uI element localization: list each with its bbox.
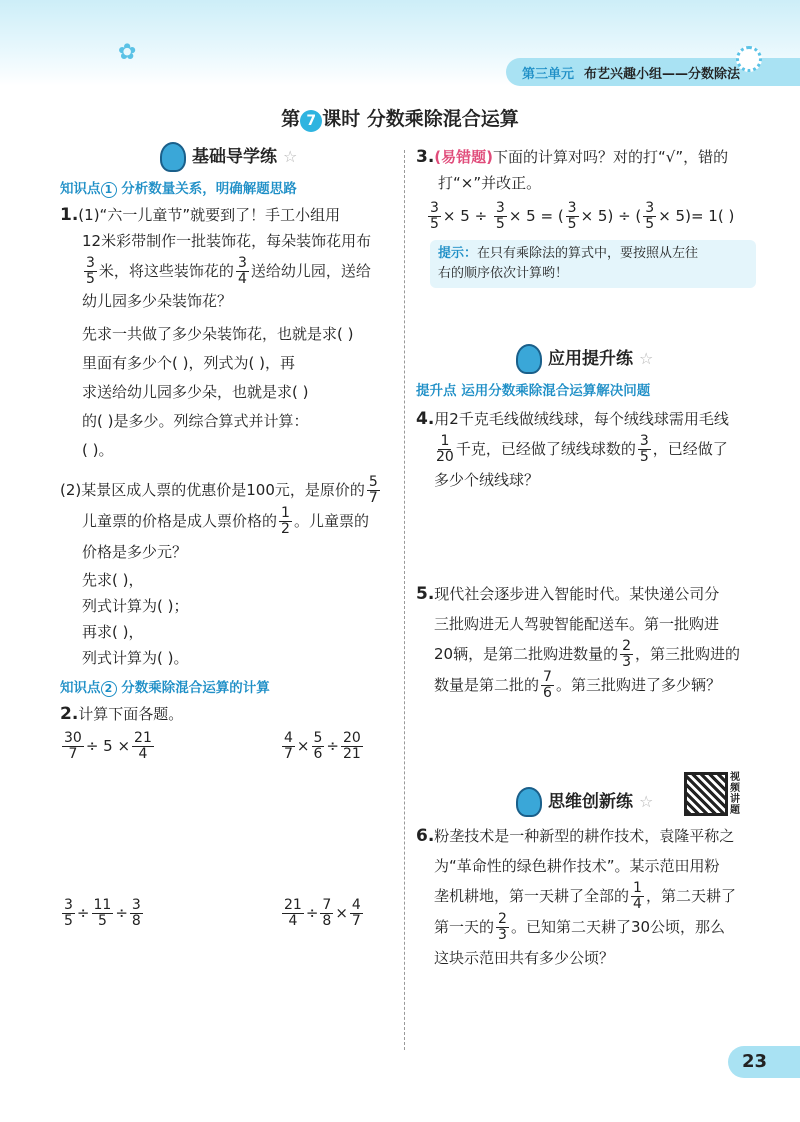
- header-band: [0, 0, 800, 86]
- kp-text: 运用分数乘除混合运算解决问题: [461, 383, 651, 399]
- column-divider: [404, 150, 405, 1050]
- q-text: 。已知第二天耕了30公顷，那么: [510, 918, 726, 936]
- mascot-icon: [516, 787, 542, 817]
- question-number: 4.: [416, 409, 435, 429]
- star-icon: ☆: [283, 147, 298, 166]
- page-title: [0, 104, 800, 132]
- fill-blank-line[interactable]: 先求一共做了多少朵装饰花，也就是求( ): [82, 325, 354, 343]
- star-icon: ☆: [639, 792, 654, 811]
- q-text: 价格是多少元？: [82, 543, 188, 561]
- improvement-point: [416, 378, 756, 404]
- mascot-icon: [160, 142, 186, 172]
- q-text: 。儿童票的: [293, 512, 369, 530]
- fill-blank-line[interactable]: 的( )是多少。列综合算式并计算：: [82, 412, 309, 430]
- q-text: 数量是第二批的: [434, 676, 540, 694]
- q-text: 粉垄技术是一种新型的耕作技术，袁隆平称之: [434, 827, 735, 845]
- sun-icon: [736, 46, 762, 72]
- unit-topic: 布艺兴趣小组——分数除法: [583, 66, 740, 82]
- section-title: 思维创新练: [548, 792, 633, 812]
- kp-text: 分数乘除混合运算的计算: [121, 680, 270, 696]
- fill-blank-line[interactable]: 列式计算为( )；: [82, 597, 189, 615]
- fraction: $\frac{1}{2}$: [281, 505, 290, 537]
- expression-4[interactable]: $\frac{21}{4}$ ÷ $\frac{7}{8}$ × $\frac{4}{7}$: [284, 897, 361, 929]
- right-column: [416, 144, 756, 973]
- expression-1[interactable]: $\frac{30}{7}$ ÷ 5 × $\frac{21}{4}$: [64, 730, 152, 762]
- fill-blank-line[interactable]: 再求( )，: [82, 623, 144, 641]
- q-text: (1)“六一儿童节”就要到了！手工小组用: [78, 206, 341, 224]
- qr-code-icon[interactable]: [684, 772, 728, 816]
- q-text: 千克，已经做了绒线球数的: [455, 440, 636, 458]
- q-text: 现代社会逐步进入智能时代。某快递公司分: [434, 585, 720, 603]
- qr-label: 视频讲题: [730, 772, 740, 816]
- question-3: [416, 144, 756, 288]
- q-text: 12米彩带制作一批装饰花，每朵装饰花用布: [82, 232, 372, 250]
- expression-row: [60, 898, 396, 929]
- q-text: 这块示范田共有多少公顷？: [434, 949, 615, 967]
- section-title: 应用提升练: [548, 349, 633, 369]
- question-number: 3.: [416, 147, 435, 167]
- fraction: $\frac{3}{5}$: [86, 255, 95, 287]
- fill-blank-line[interactable]: 里面有多少个( )，列式为( )，再: [82, 354, 295, 372]
- q-text: 计算下面各题。: [78, 705, 184, 723]
- q-text: 下面的计算对吗？对的打“√”，错的: [493, 148, 729, 166]
- hint-text: 在只有乘除法的算式中，要按照从左往: [477, 246, 699, 261]
- q-text: ，第三批购进的: [635, 645, 741, 663]
- error-prone-tag: (易错题): [434, 148, 494, 166]
- section-apply: [516, 344, 756, 374]
- expression-3[interactable]: $\frac{3}{5}$ ÷ $\frac{11}{5}$ ÷ $\frac{3}{8}$: [64, 897, 141, 929]
- question-1: [60, 202, 396, 465]
- fraction: $\frac{3}{4}$: [237, 255, 247, 287]
- question-number: 1.: [60, 205, 79, 225]
- hint-label: 提示：: [438, 246, 478, 261]
- q-text: ，第二天耕了: [645, 887, 736, 905]
- title-text: 课时 分数乘除混合运算: [322, 108, 519, 130]
- q-text: 第一天的: [434, 918, 495, 936]
- hint-box: [430, 240, 756, 288]
- kp-label: 提升点: [416, 383, 457, 399]
- fill-blank-line[interactable]: 列式计算为( )。: [82, 649, 189, 667]
- q-text: 垄机耕地，第一天耕了全部的: [434, 887, 630, 905]
- q-text: 用2千克毛线做绒线球，每个绒线球需用毛线: [434, 410, 729, 428]
- page-number: 23: [728, 1046, 800, 1078]
- q-text: 送给幼儿园，送给: [250, 262, 371, 280]
- fill-blank-line[interactable]: ( )。: [82, 441, 114, 459]
- question-6: 6.粉垄技术是一种新型的耕作技术，袁隆平称之 为“革命性的绿色耕作技术”。某示范田用粉 垄机耕地，第一天耕了全部的 $\frac{1}{4}$ ，第二天耕了 第一天的 $\frac{2}{3}$ 。已知第二天耕了30公顷，那么 这块示范田共有多少公顷？: [416, 821, 756, 973]
- lesson-number: 7: [300, 110, 322, 132]
- title-prefix: 第: [281, 108, 301, 130]
- section-title: 基础导学练: [192, 147, 277, 167]
- fill-blank-line[interactable]: 先求( )，: [82, 571, 144, 589]
- question-1-part-2: [60, 475, 396, 671]
- butterfly-icon: ✿: [118, 40, 137, 65]
- q-text: 米，将这些装饰花的: [98, 262, 234, 280]
- knowledge-point-2: [60, 675, 396, 701]
- q-text: 三批购进无人驾驶智能配送车。第一批购进: [434, 615, 720, 633]
- question-4: 4.用2千克毛线做绒线球，每个绒线球需用毛线 $\frac{1}{20}$ 千克，已经做了绒线球数的 $\frac{3}{5}$ ，已经做了 多少个绒线球？: [416, 404, 756, 495]
- hint-text: 右的顺序依次计算哟！: [438, 266, 569, 281]
- question-number: 6.: [416, 826, 435, 846]
- mascot-icon: [516, 344, 542, 374]
- q-text: 儿童票的价格是成人票价格的: [82, 512, 278, 530]
- kp-label: 知识点: [60, 680, 101, 696]
- left-column: [60, 136, 396, 929]
- expression-row: [60, 731, 396, 762]
- kp-number: 2: [101, 681, 117, 697]
- question-5: 5.现代社会逐步进入智能时代。某快递公司分 三批购进无人驾驶智能配送车。第一批购进 20辆，是第二批购进数量的 $\frac{2}{3}$ ，第三批购进的 数量是第二批的 $\frac{7}{6}$ 。第三批购进了多少辆？: [416, 579, 756, 701]
- q-text: 。第三批购进了多少辆？: [555, 676, 721, 694]
- kp-text: 分析数量关系，明确解题思路: [121, 181, 297, 197]
- fill-blank-line[interactable]: 求送给幼儿园多少朵，也就是求( ): [82, 383, 309, 401]
- unit-label: 第三单元: [521, 66, 574, 82]
- star-icon: ☆: [639, 349, 654, 368]
- knowledge-point-1: [60, 176, 396, 202]
- q-text: 为“革命性的绿色耕作技术”。某示范田用粉: [434, 857, 720, 875]
- q-text: 幼儿园多少朵装饰花？: [82, 292, 233, 310]
- fraction: $\frac{5}{7}$: [368, 474, 378, 506]
- section-basic: [160, 142, 396, 172]
- q-text: 20辆，是第二批购进数量的: [434, 645, 619, 663]
- expression-2[interactable]: $\frac{4}{7}$ × $\frac{5}{6}$ ÷ $\frac{20}{21}$: [284, 730, 361, 762]
- kp-label: 知识点: [60, 181, 101, 197]
- question-number: 5.: [416, 584, 435, 604]
- equation-check[interactable]: $\frac{3}{5}$ × 5 ÷ $\frac{3}{5}$ × 5 = ( $\frac{3}{5}$ × 5) ÷ ( $\frac{3}{5}$ × 5)= 1( ): [430, 200, 735, 232]
- q-text: ，已经做了: [652, 440, 728, 458]
- q-text: 多少个绒线球？: [434, 471, 540, 489]
- question-number: 2.: [60, 704, 79, 724]
- kp-number: 1: [101, 182, 117, 198]
- q-text: 打“×”并改正。: [438, 174, 542, 192]
- q-text: (2)某景区成人票的优惠价是100元，是原价的: [60, 481, 365, 499]
